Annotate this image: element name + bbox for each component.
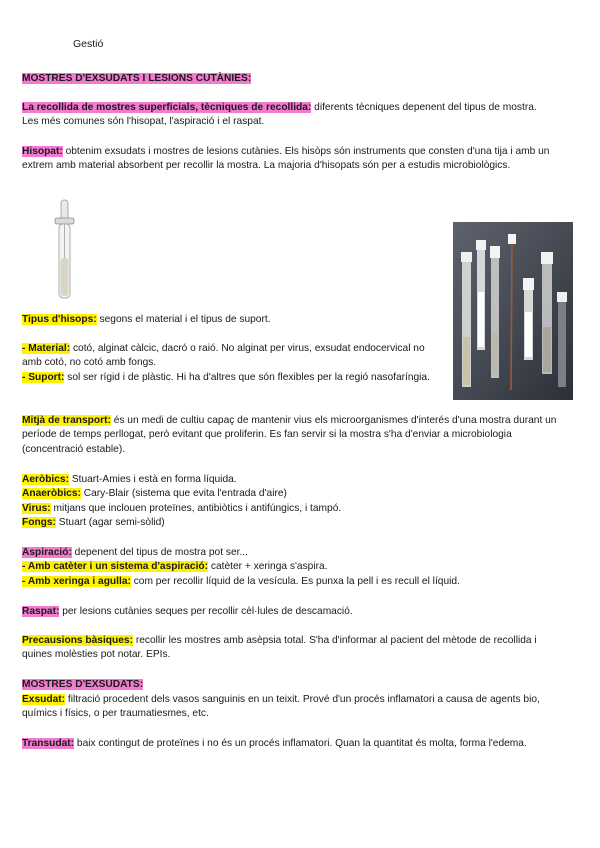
term-raspat: Raspat:: [22, 606, 60, 617]
page-header: Gestió: [73, 38, 104, 50]
term-recollida: La recollida de mostres superficials, tècniques de recollida:: [22, 102, 312, 113]
term-amb-cateter: - Amb catèter i un sistema d'aspiració:: [22, 561, 209, 573]
definition-exsudat: filtració procedent dels vasos sanguinis en un teixit. Prové d'un procés inflamatori a causa de agents bio, químics i físics, o per traumatiesmes, etc.: [22, 694, 540, 720]
paragraph-transudat: [22, 737, 547, 751]
paragraph-material: [22, 342, 447, 385]
list-transport-media: [22, 473, 540, 530]
definition-aerobics: Stuart-Amies i està en forma líquida.: [69, 474, 237, 485]
definition-virus: mitjans que inclouen proteïnes, antibiòtics i antifúngics, i tampó.: [50, 502, 342, 514]
definition-amb-xeringa: com per recollir líquid de la vesícula. Es punxa la pell i es recull el líquid.: [130, 575, 460, 587]
definition-amb-cateter: catèter + xeringa s'aspira.: [208, 561, 328, 573]
paragraph-raspat: [22, 605, 540, 619]
term-exsudat: Exsudat:: [22, 694, 66, 705]
definition-precausions: recollir les mostres amb asèpsia total. S'ha d'informar al pacient del mètode de recollida i quines molèsties pot notar. EPIs.: [22, 635, 537, 661]
term-aerobics: Aeròbics:: [22, 474, 69, 485]
term-mitja-transport: Mitjà de transport:: [22, 415, 111, 426]
definition-hisopat: obtenim exsudats i mostres de lesions cutànies. Els hisòps són instruments que consten d'una tija i amb un extrem amb material absorbent per recollir la mostra. La majoria d'hisopats són per a estudis microbiològics.: [22, 146, 550, 172]
paragraph-hisopat: [22, 145, 557, 174]
term-aspiracio: Aspiració:: [22, 547, 72, 558]
heading-text: MOSTRES D'EXSUDATS:: [22, 679, 144, 690]
definition-anaerobics: Cary-Blair (sistema que evita l'entrada d'aire): [80, 488, 287, 500]
term-material: - Material:: [22, 343, 71, 354]
term-anaerobics: Anaeròbics:: [22, 488, 81, 500]
section-heading-exsudats-lesions: [22, 72, 540, 86]
heading-text: MOSTRES D'EXSUDATS I LESIONS CUTÀNIES:: [22, 73, 252, 84]
definition-raspat: per lesions cutànies seques per recollir cèl·lules de descamació.: [59, 606, 353, 617]
term-amb-xeringa: - Amb xeringa i agulla:: [22, 575, 131, 587]
swab-image: [42, 196, 86, 308]
definition-suport: sol ser rígid i de plàstic. Hi ha d'altres que són flexibles per la regió nasofaríngia.: [64, 371, 430, 383]
term-tipus-hisops: Tipus d'hisops:: [22, 314, 97, 325]
definition-transudat: baix contingut de proteïnes i no és un procés inflamatori. Quan la quantitat és molta, forma l'edema.: [74, 738, 527, 749]
paragraph-exsudat: [22, 693, 547, 722]
section-heading-exsudats: [22, 678, 540, 692]
definition-material: cotó, alginat càlcic, dacró o raió. No alginat per virus, exsudat endocervical no amb cotó, no cotó amb fongs.: [22, 343, 425, 369]
term-suport: - Suport:: [22, 371, 65, 383]
transport-swabs-photo: [453, 222, 573, 400]
definition-recollida: diferents tècniques depenent del tipus de mostra. Les més comunes són l'hisopat, l'aspiració i el raspat.: [22, 102, 537, 128]
paragraph-precausions: [22, 634, 547, 663]
definition-mitja-transport: és un medi de cultiu capaç de mantenir vius els microorganismes d'interés d'una mostra durant un període de temps perllogat, però evitant que proliferin. Es fan servir si la mostra s'ha d'enviar a microbiologia (concentració estable).: [22, 415, 557, 455]
definition-tipus-hisops: segons el material i el tipus de suport.: [96, 314, 271, 325]
term-fongs: Fongs:: [22, 516, 56, 528]
term-transudat: Transudat:: [22, 738, 75, 749]
term-hisopat: Hisopat:: [22, 146, 63, 157]
paragraph-mitja-transport: [22, 414, 557, 457]
paragraph-aspiracio: [22, 546, 557, 589]
term-virus: Virus:: [22, 502, 51, 514]
paragraph-recollida: [22, 101, 547, 130]
definition-fongs: Stuart (agar semi-sòlid): [55, 516, 165, 528]
definition-aspiracio: depenent del tipus de mostra pot ser...: [71, 547, 248, 558]
term-precausions: Precausions bàsiques:: [22, 635, 133, 646]
